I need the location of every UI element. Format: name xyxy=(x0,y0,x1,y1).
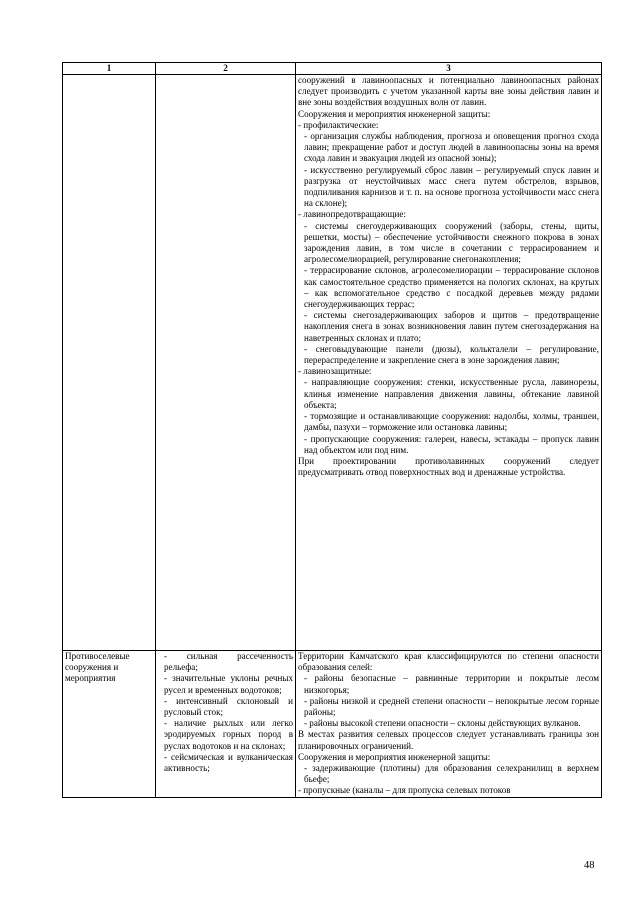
table-row xyxy=(63,651,602,798)
header-row xyxy=(63,63,602,75)
paragraph: - лавинопредотвращающие: xyxy=(298,209,406,220)
paragraph: При проектировании противолавинных сооружений следует предусматривать отвод поверхностных вод и дренажные устройства. xyxy=(298,455,599,478)
paragraph: - системы снегозадерживающих заборов и щитов – предотвращение накопления снега в зонах возникновения лавин путем снегозадержания на наветренных склонах и плато; xyxy=(304,310,599,343)
header-col-1: 1 xyxy=(63,63,156,75)
paragraph: Территории Камчатского края классифицируются по степени опасности образования селей: xyxy=(298,651,599,673)
paragraph: - организация службы наблюдения, прогноза и оповещения прогноз схода лавин; прекращение работ и доступ людей в лавиноопасны зоны на время схода лавин и эвакуация людей из опасной зоны); xyxy=(304,131,599,164)
row2-col2 xyxy=(156,651,296,798)
paragraph: - районы высокой степени опасности – склоны действующих вулканов. xyxy=(304,718,581,729)
row2-col3 xyxy=(296,651,602,798)
row2-col1 xyxy=(63,651,156,798)
paragraph: - профилактические: xyxy=(298,119,379,130)
row1-col2 xyxy=(156,75,296,651)
header-col-3: 3 xyxy=(296,63,602,75)
paragraph: - тормозящие и останавливающие сооружения: надолбы, холмы, траншеи, дамбы, пазухи – торможение или остановка лавины; xyxy=(304,411,599,433)
paragraph: - направляющие сооружения: стенки, искусственные русла, лавинорезы, клинья изменение направления движения лавины, обтекание лавиной объекта; xyxy=(304,377,599,410)
paragraph: - районы безопасные – равнинные территории и покрытые лесом низкогорья; xyxy=(304,673,599,695)
paragraph: - террасирование склонов, агролесомелиорации – террасирование склонов как самостоятельное средство применяется на пологих склонах, на крутых – как вспомогательное средство с посадкой деревьев между рядами снегоудерживающих террас; xyxy=(304,265,599,310)
paragraph: - сильная рассеченность рельефа; xyxy=(164,651,293,673)
paragraph: - районы низкой и средней степени опасности – непокрытые лесом горные районы; xyxy=(304,695,599,718)
paragraph: Сооружения и мероприятия инженерной защиты: xyxy=(298,751,491,762)
paragraph: Сооружения и мероприятия инженерной защиты: xyxy=(298,108,491,119)
paragraph: - интенсивный склоновый и русловый сток; xyxy=(164,695,293,718)
row2-col1-text: Противоселевые сооружения и мероприятия xyxy=(65,651,130,684)
paragraph: - наличие рыхлых или легко эродируемых горных пород в руслах водотоков и на склонах; xyxy=(164,718,293,751)
paragraph: - лавинозащитные: xyxy=(298,366,372,377)
paragraph: - пропускающие сооружения: галереи, навесы, эстакады – пропуск лавин над объектом или под ним. xyxy=(304,433,599,455)
paragraph: - пропускные (каналы – для пропуска селевых потоков xyxy=(298,785,511,796)
header-col-2: 2 xyxy=(156,63,296,75)
table-row xyxy=(63,75,602,651)
paragraph: В местах развития селевых процессов следует устанавливать границы зон планировочных ограничений. xyxy=(298,729,599,751)
paragraph: - искусственно регулируемый сброс лавин – регулируемый спуск лавин и разгрузка от неустойчивых масс снега путем обстрелов, взрывов, подпиливания карнизов и т. п. на основе прогноза устойчивости масс снега на склоне); xyxy=(304,164,599,209)
paragraph: сооружений в лавиноопасных и потенциально лавиноопасных районах следует производить с учетом указанной карты вне зоны действия лавин и вне зоны воздействия воздушных волн от лавин. xyxy=(298,75,599,108)
row1-col1 xyxy=(63,75,156,651)
paragraph: - системы снегоудерживающих сооружений (заборы, стены, щиты, решетки, мосты) – обеспечение устойчивости снежного покрова в зонах зарождения лавин, в том числе в сочетании с террасированием и агролесомелиорацией, регулирование снегонакопления; xyxy=(304,220,599,265)
paragraph: - сейсмическая и вулканическая активность; xyxy=(164,751,293,774)
row1-col3 xyxy=(296,75,602,651)
regulations-table xyxy=(62,62,602,798)
page-number: 48 xyxy=(584,860,595,871)
paragraph: - снеговыдувающие панели (дюзы), колькталели – регулирование, перераспределение и закрепление снега в зоне зарождения лавин; xyxy=(304,343,599,366)
paragraph: - значительные уклоны речных русел и временных водотоков; xyxy=(164,673,293,695)
paragraph: - задерживающие (плотины) для образования селехранилищ в верхнем бьефе; xyxy=(304,763,599,785)
